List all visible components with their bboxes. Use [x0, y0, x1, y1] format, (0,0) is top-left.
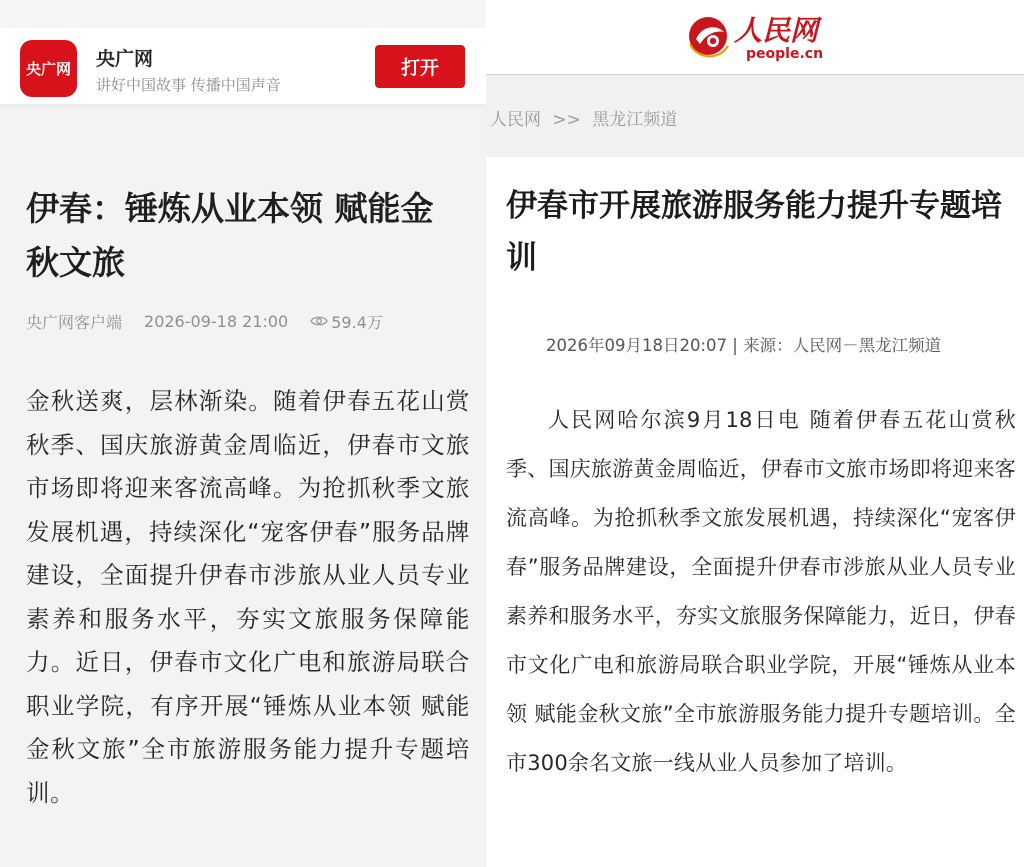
site-header	[486, 0, 1024, 74]
article-datetime: 2026-09-18 21:00	[144, 311, 289, 331]
eye-icon	[310, 315, 328, 327]
people-article-panel	[486, 0, 1024, 867]
people-logo-icon[interactable]	[686, 6, 846, 66]
svg-text:people.cn: people.cn	[746, 46, 824, 62]
breadcrumb-channel-link[interactable]: 黑龙江频道	[592, 110, 678, 130]
article-title: 伊春：锤炼从业本领 赋能金秋文旅	[26, 189, 434, 282]
cnr-app-logo[interactable]: 央广网	[20, 40, 77, 97]
breadcrumb-separator: >>	[552, 110, 581, 130]
status-strip	[0, 0, 486, 28]
article-meta	[26, 310, 383, 332]
article-paragraph: 人民网哈尔滨9月18日电 随着伊春五花山赏秋季、国庆旅游黄金周临近，伊春市文旅市场即将迎来客流高峰。为抢抓秋季文旅发展机遇，持续深化“宠客伊春”服务品牌建设，全面提升伊春市涉旅从业人员专业素养和服务水平，夯实文旅服务保障能力，近日，伊春市文化广电和旅游局联合职业学院，开展“锤炼从业本领 赋能金秋文旅”全市旅游服务能力提升专题培训。全市300余名文旅一线从业人员参加了培训。	[506, 408, 1016, 775]
article-body: 金秋送爽，层林渐染。随着伊春五花山赏秋季、国庆旅游黄金周临近，伊春市文旅市场即将迎来客流高峰。为抢抓秋季文旅发展机遇，持续深化“宠客伊春”服务品牌建设，全面提升伊春市涉旅从业人员专业素养和服务水平，夯实文旅服务保障能力。近日，伊春市文化广电和旅游局联合职业学院，有序开展“锤炼从业本领 赋能金秋文旅”全市旅游服务能力提升专题培训。	[26, 387, 470, 807]
app-slogan: 讲好中国故事 传播中国声音	[96, 76, 281, 94]
article-source: 央广网客户端	[26, 312, 123, 332]
breadcrumb-bar	[486, 75, 1024, 157]
breadcrumb	[490, 105, 677, 130]
article-body	[506, 396, 1016, 788]
open-app-button[interactable]: 打开	[375, 45, 465, 88]
article-views: 59.4万	[331, 312, 383, 332]
article-title: 伊春市开展旅游服务能力提升专题培训	[506, 188, 1002, 276]
svg-text:人民网: 人民网	[734, 14, 819, 47]
app-name: 央广网	[96, 48, 154, 70]
cnr-article-panel	[0, 0, 486, 867]
article-meta: 2026年09月18日20:07 | 来源：人民网－黑龙江频道	[546, 336, 942, 355]
app-download-bar	[0, 28, 486, 104]
breadcrumb-home-link[interactable]: 人民网	[490, 110, 541, 130]
